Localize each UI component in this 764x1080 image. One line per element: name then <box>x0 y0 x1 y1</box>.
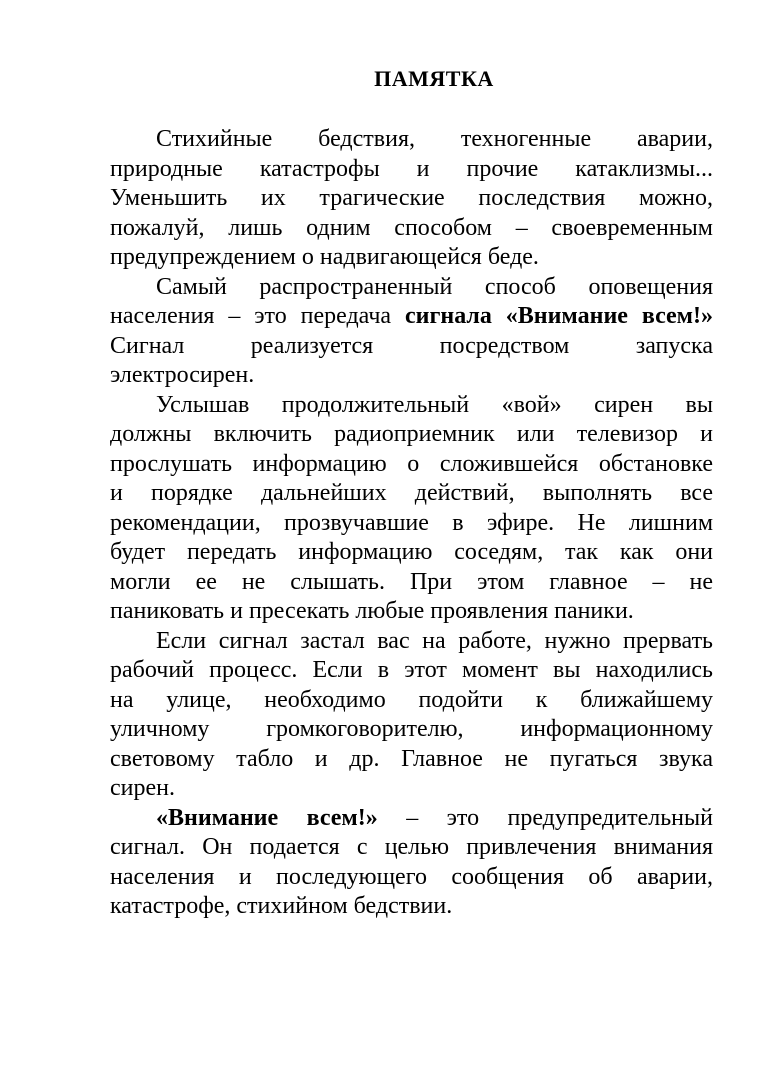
text-line: рабочий процесс. Если в этот момент вы находились <box>110 657 713 683</box>
paragraph-4 <box>110 627 713 804</box>
text-line: рекомендации, прозвучавшие в эфире. Не лишним <box>110 509 713 536</box>
text-line: Сигнал реализуется посредством запуска <box>110 332 713 359</box>
text-line: Услышав продолжительный «вой» сирен вы <box>156 391 713 418</box>
paragraph-1 <box>110 125 713 273</box>
page-title: ПАМЯТКА <box>374 66 494 91</box>
text-fragment: населения – это передача <box>110 303 392 329</box>
text-line: Стихийные бедствия, техногенные аварии, <box>156 126 713 152</box>
text-line: пожалуй, лишь одним способом – своевременным <box>110 214 713 241</box>
text-line: световому табло и др. Главное не пугаться звука <box>110 745 713 772</box>
text-line: сигнал. Он подается с целью привлечения внимания <box>110 834 713 860</box>
text-line: катастрофе, стихийном бедствии. <box>110 893 453 919</box>
text-line: природные катастрофы и прочие катаклизмы... <box>110 155 713 182</box>
text-line: уличному громкоговорителю, информационному <box>110 716 713 742</box>
text-line: Если сигнал застал вас на работе, нужно прервать <box>156 627 713 654</box>
text-line: должны включить радиоприемник или телевизор и <box>110 421 713 447</box>
emphasis-signal: «Внимание всем!» <box>156 804 378 831</box>
text-line: населения и последующего сообщения об аварии, <box>110 863 713 890</box>
text-line: Уменьшить их трагические последствия можно, <box>110 185 713 211</box>
text-fragment: – это предупредительный <box>406 804 713 831</box>
text-line: могли ее не слышать. При этом главное – не <box>110 568 713 595</box>
text-line: будет передать информацию соседям, так как они <box>110 539 713 565</box>
text-line: сирен. <box>110 775 175 801</box>
text-line: и порядке дальнейших действий, выполнять все <box>110 480 713 506</box>
paragraph-3 <box>110 391 713 627</box>
paragraph-5 <box>110 804 713 922</box>
text-line: на улице, необходимо подойти к ближайшему <box>110 686 713 713</box>
emphasis-signal: сигнала «Внимание всем!» <box>404 303 714 329</box>
text-line: электросирен. <box>110 362 255 388</box>
document-body <box>110 125 713 922</box>
text-line-mixed <box>110 302 713 332</box>
text-line: паниковать и пресекать любые проявления паники. <box>110 598 634 624</box>
paragraph-2 <box>110 273 713 391</box>
text-line: прослушать информацию о сложившейся обстановке <box>110 450 713 477</box>
text-line: предупреждением о надвигающейся беде. <box>110 244 539 270</box>
text-line: Самый распространенный способ оповещения <box>156 273 713 300</box>
text-line-mixed <box>110 804 713 834</box>
